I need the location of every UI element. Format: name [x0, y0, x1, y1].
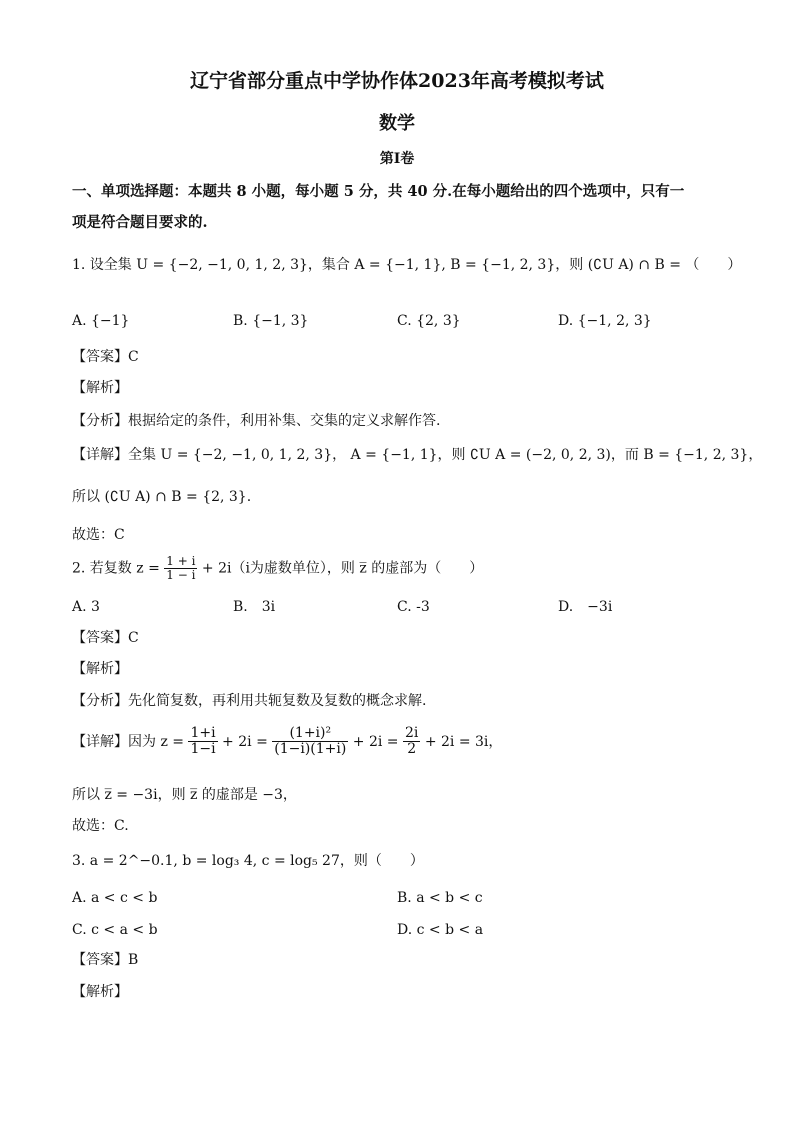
- q2-answer-row: [72, 630, 139, 647]
- answer-label: 【答案】: [72, 349, 128, 365]
- q2-fenxi-row: [72, 693, 426, 710]
- q2-answer-value: C: [128, 630, 139, 646]
- q1-fenxi-text: 根据给定的条件，利用补集、交集的定义求解作答.: [128, 413, 441, 429]
- q2-fraction-3: $\frac{2i}{2}$: [404, 725, 419, 758]
- q2-conclusion: 所以 z̅ = −3i，则 z̅ 的虚部是 −3，: [72, 787, 297, 803]
- answer-label: 【答案】: [72, 952, 128, 968]
- q2-choice: 故选：C.: [72, 818, 129, 834]
- q2-option-b: B. 3i: [233, 599, 276, 615]
- q3-stem: 3. a = 2^−0.1, b = log₃ 4, c = log₅ 27，则（ ）: [72, 853, 424, 869]
- q3-analysis-label: 【解析】: [72, 984, 128, 1000]
- q1-option-d: D. {−1, 2, 3}: [558, 313, 652, 329]
- page-title: 辽宁省部分重点中学协作体2023年高考模拟考试: [190, 70, 604, 92]
- q3-option-d: D. c < b < a: [397, 922, 484, 938]
- section-instruction-line1: 一、单项选择题：本题共 8 小题，每小题 5 分，共 40 分.在每小题给出的四个选项中，只有一: [72, 183, 685, 200]
- xiangjie-label: 【详解】: [72, 447, 128, 463]
- section-instruction-line2: 项是符合题目要求的.: [72, 214, 208, 231]
- q2-stem: 2. 若复数 z = $\frac{1 + i}{1 - i}$ + 2i（i为虚数单位），则 z̅ 的虚部为（ ）: [72, 554, 484, 583]
- fenxi-label: 【分析】: [72, 693, 128, 709]
- q3-option-b: B. a < b < c: [397, 890, 483, 906]
- q2-stem-fraction: $\frac{1 + i}{1 - i}$: [166, 554, 196, 583]
- q2-option-a: A. 3: [72, 599, 100, 615]
- q1-option-b: B. {−1, 3}: [233, 313, 309, 329]
- q1-xiangjie-text: 全集 U = {−2, −1, 0, 1, 2, 3}， A = {−1, 1}，则 ∁U A = (−2, 0, 2, 3)，而 B = {−1, 2, 3}，: [128, 447, 763, 463]
- q2-analysis-label: 【解析】: [72, 661, 128, 677]
- q2-fraction-2: $\frac{\text{(1+i)²}}{(1-i)(1+i)}$: [274, 725, 347, 758]
- q3-option-c: C. c < a < b: [72, 922, 158, 938]
- q1-stem: 1. 设全集 U = {−2, −1, 0, 1, 2, 3}，集合 A = {−1, 1}, B = {−1, 2, 3}，则 (∁U A) ∩ B = （ ）: [72, 257, 742, 273]
- q1-choice: 故选：C: [72, 527, 125, 543]
- xiangjie-label: 【详解】: [72, 733, 128, 750]
- q2-fraction-1: $\frac{1+i}{1-i}$: [190, 725, 216, 758]
- q2-xiangjie-row: 【详解】因为 z = $\frac{1+i}{1-i}$ + 2i = $\frac{\text{(1+i)²}}{(1-i)(1+i)}$ + 2i = $\frac{2i}{2}$ + 2i = 3i，: [72, 725, 503, 758]
- q1-conclusion: 所以 (∁U A) ∩ B = {2, 3}.: [72, 489, 252, 505]
- q2-option-c: C. -3: [397, 599, 430, 615]
- answer-label: 【答案】: [72, 630, 128, 646]
- q3-answer-value: B: [128, 952, 139, 968]
- q1-analysis-label: 【解析】: [72, 380, 128, 396]
- fenxi-label: 【分析】: [72, 413, 128, 429]
- q3-answer-row: [72, 952, 138, 969]
- q1-answer-row: [72, 349, 139, 366]
- q2-option-d: D. −3i: [558, 599, 613, 615]
- q1-fenxi-row: [72, 413, 440, 430]
- volume-heading: 第I卷: [379, 151, 415, 167]
- q1-answer-value: C: [128, 349, 139, 365]
- subject-heading: 数学: [379, 113, 415, 134]
- q1-option-a: A. {−1}: [72, 313, 130, 329]
- q1-xiangjie-row: [72, 447, 762, 464]
- q1-option-c: C. {2, 3}: [397, 313, 461, 329]
- q3-option-a: A. a < c < b: [72, 890, 158, 906]
- q2-fenxi-text: 先化简复数，再利用共轭复数及复数的概念求解.: [128, 693, 427, 709]
